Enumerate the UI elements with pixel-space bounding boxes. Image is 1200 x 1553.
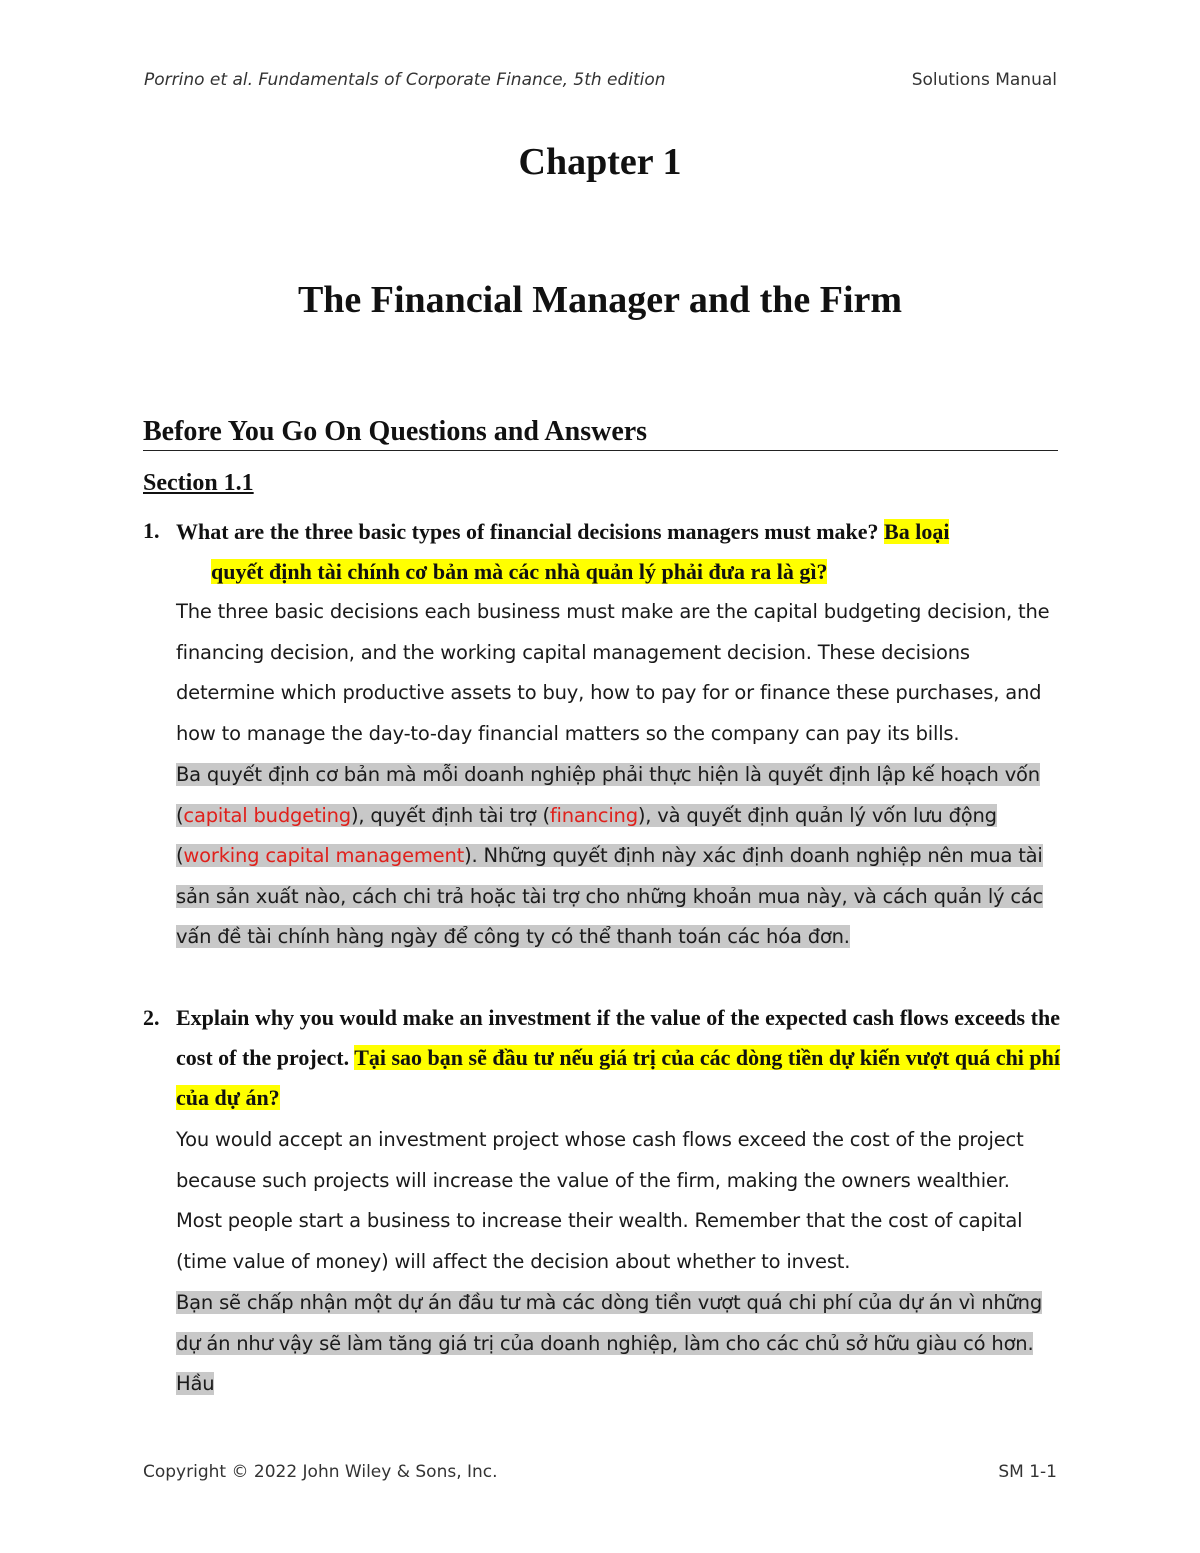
- chapter-title: The Financial Manager and the Firm: [297, 279, 903, 321]
- answer-1-translation-part: Ba quyết định cơ bản mà mỗi doanh nghiệp phải thực hiện là quyết định lập kế hoạch vốn (: [176, 763, 1040, 827]
- footer-copyright: Copyright © 2022 John Wiley & Sons, Inc.: [143, 1462, 498, 1482]
- running-header-title: Porrino et al. Fundamentals of Corporate Finance, 5th edition: [144, 70, 666, 90]
- question-number: 1.: [143, 518, 160, 543]
- running-header-label: Solutions Manual: [911, 70, 1057, 90]
- term-working-capital-management: working capital management: [183, 844, 465, 867]
- subsection-heading: Section 1.1: [143, 470, 254, 496]
- question-1-translation-end: quyết định tài chính cơ bản mà các nhà quản lý phải đưa ra là gì?: [211, 559, 828, 584]
- answer-2-translation: [176, 1283, 1060, 1405]
- answer-1-translation-part: ), và quyết định quản lý vốn lưu động (: [176, 803, 997, 867]
- section-heading: Before You Go On Questions and Answers: [143, 416, 1058, 451]
- term-capital-budgeting: capital budgeting: [183, 803, 351, 827]
- answer-1-translation-part: ). Những quyết định này xác định doanh nghiệp nên mua tài sản sản xuất nào, cách chi trả hoặc tài trợ cho những khoản mua này, và cách quản lý các vấn đề tài chính hàng ngày để công ty có thể thanh toán các hóa đơn.: [176, 844, 1044, 948]
- page-number: SM 1-1: [998, 1462, 1057, 1482]
- question-number: 2.: [143, 1005, 160, 1030]
- chapter-number: Chapter 1: [518, 141, 682, 183]
- question-2-text: Explain why you would make an investment if the value of the expected cash flows exceeds the cost of the project.: [176, 1005, 1060, 1070]
- answer-2: You would accept an investment project whose cash flows exceed the cost of the project because such projects will increase the value of the firm, making the owners wealthier. Most people start a business to increase their wealth. Remember that the cost of capital (time value of money) will affect the decision about whether to invest.: [176, 1128, 1024, 1273]
- question-1: [176, 512, 1060, 592]
- answer-1-translation-part: ), quyết định tài trợ (: [351, 803, 550, 827]
- question-1-text: What are the three basic types of financial decisions managers must make?: [176, 519, 879, 544]
- term-financing: financing: [549, 803, 638, 827]
- question-2-translation: Tại sao bạn sẽ đầu tư nếu giá trị của các dòng tiền dự kiến vượt quá chi phí của dự án?: [176, 1045, 1060, 1110]
- answer-2-translation-text: Bạn sẽ chấp nhận một dự án đầu tư mà các dòng tiền vượt quá chi phí của dự án vì những dự án như vậy sẽ làm tăng giá trị của doanh nghiệp, làm cho các chủ sở hữu giàu có hơn. Hầu: [176, 1291, 1043, 1395]
- answer-1-translation: [176, 755, 1060, 958]
- question-2: [176, 998, 1060, 1118]
- answer-1: The three basic decisions each business must make are the capital budgeting decision, the financing decision, and the working capital management decision. These decisions determine which productive assets to buy, how to pay for or finance these purchases, and how to manage the day-to-day financial matters so the company can pay its bills.: [176, 600, 1050, 745]
- question-1-translation-start: Ba loại: [884, 519, 950, 544]
